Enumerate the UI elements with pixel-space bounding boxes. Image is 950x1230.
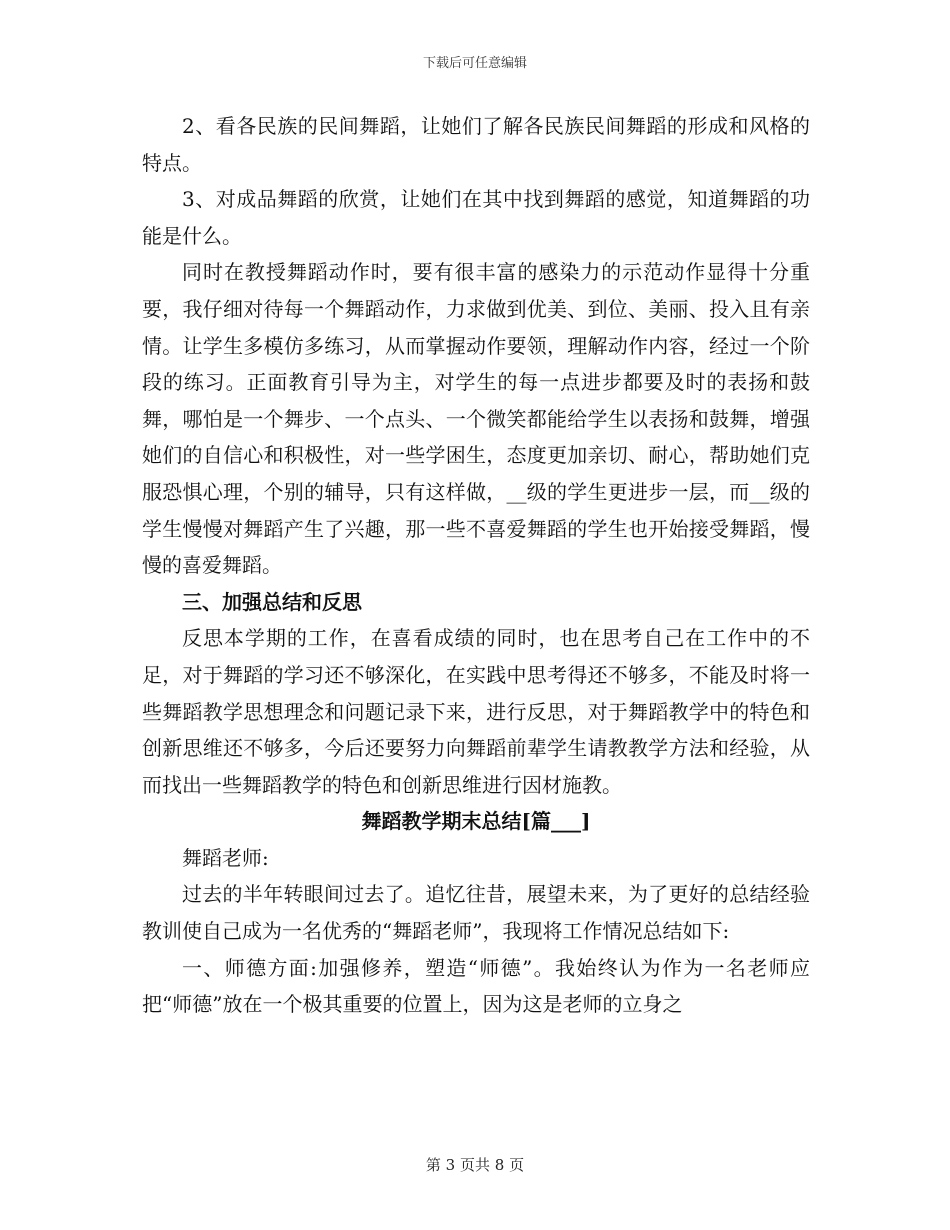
document-body: [142, 108, 810, 1023]
paragraph-salutation: 舞蹈老师:: [182, 845, 269, 870]
paragraph-item-3: 3、对成品舞蹈的欣赏，让她们在其中找到舞蹈的感觉，知道舞蹈的功能是什么。: [142, 187, 810, 248]
page-number: 第 3 页共 8 页: [425, 1156, 525, 1174]
section-heading-reflection: 三、加强总结和反思: [182, 589, 362, 614]
paragraph-teaching-method: 同时在教授舞蹈动作时，要有很丰富的感染力的示范动作显得十分重要，我仔细对待每一个舞蹈动作，力求做到优美、到位、美丽、投入且有亲情。让学生多模仿多练习，从而掌握动作要领，理解动作内容，经过一个阶段的练习。正面教育引导为主，对学生的每一点进步都要及时的表扬和鼓舞，哪怕是一个舞步、一个点头、一个微笑都能给学生以表扬和鼓舞，增强她们的自信心和积极性，对一些学困生，态度更加亲切、耐心，帮助她们克服恐惧心理，个别的辅导，只有这样做，__级的学生更进步一层，而__级的学生慢慢对舞蹈产生了兴趣，那一些不喜爱舞蹈的学生也开始接受舞蹈，慢慢的喜爱舞蹈。: [142, 260, 810, 578]
section-title: 舞蹈教学期末总结[篇___]: [361, 809, 591, 834]
paragraph-item-2: 2、看各民族的民间舞蹈，让她们了解各民族民间舞蹈的形成和风格的特点。: [142, 114, 810, 175]
paragraph-intro: 过去的半年转眼间过去了。追忆往昔，展望未来，为了更好的总结经验教训使自己成为一名优秀的“舞蹈老师”，我现将工作情况总结如下:: [142, 882, 810, 944]
paragraph-reflection: 反思本学期的工作，在喜看成绩的同时，也在思考自己在工作中的不足，对于舞蹈的学习还不够深化，在实践中思考得还不够多，不能及时将一些舞蹈教学思想理念和问题记录下来，进行反思，对于舞蹈教学中的特色和创新思维还不够多，今后还要努力向舞蹈前辈学生请教教学方法和经验，从而找出一些舞蹈教学的特色和创新思维进行因材施教。: [142, 626, 810, 797]
paragraph-ethics: 一、师德方面:加强修养，塑造“师德”。我始终认为作为一名老师应把“师德”放在一个极其重要的位置上，因为这是老师的立身之: [142, 955, 810, 1017]
page-header: 下载后可任意编辑: [422, 56, 527, 71]
